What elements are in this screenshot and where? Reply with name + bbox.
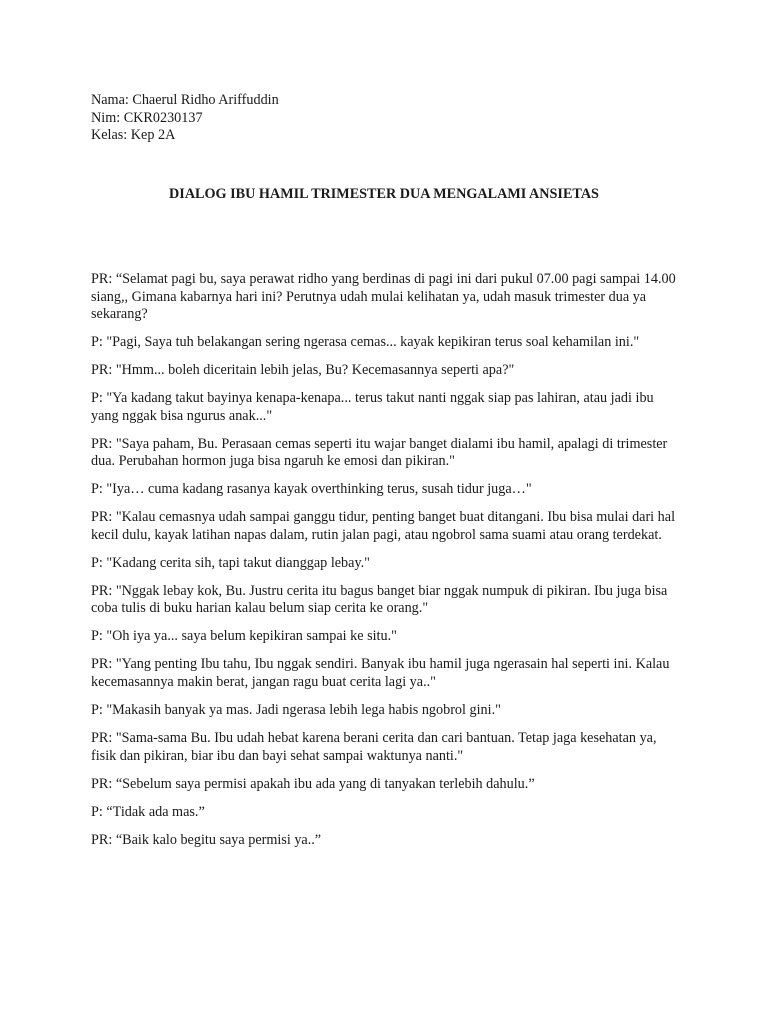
- dialog-line: PR: "Kalau cemasnya udah sampai ganggu tidur, penting banget buat ditangani. Ibu bisa mulai dari hal kecil dulu, kayak latihan napas dalam, rutin jalan pagi, atau ngobrol sama suami atau orang terdekat.: [91, 509, 676, 543]
- dialog-line: P: "Oh iya ya... saya belum kepikiran sampai ke situ.": [91, 628, 397, 645]
- dialog-body: [91, 271, 677, 860]
- student-name: Nama: Chaerul Ridho Ariffuddin: [91, 92, 279, 108]
- dialog-line: PR: "Yang penting Ibu tahu, Ibu nggak sendiri. Banyak ibu hamil juga ngerasain hal seperti ini. Kalau kecemasannya makin berat, jangan ragu buat cerita lagi ya..": [91, 656, 670, 690]
- student-nim: Nim: CKR0230137: [91, 109, 203, 126]
- dialog-line: P: "Iya… cuma kadang rasanya kayak overthinking terus, susah tidur juga…": [91, 481, 532, 498]
- dialog-line: P: "Pagi, Saya tuh belakangan sering ngerasa cemas... kayak kepikiran terus soal kehamilan ini.": [91, 334, 640, 351]
- dialog-line: PR: “Baik kalo begitu saya permisi ya..”: [91, 831, 322, 848]
- dialog-line: PR: "Sama-sama Bu. Ibu udah hebat karena berani cerita dan cari bantuan. Tetap jaga kesehatan ya, fisik dan pikiran, biar ibu dan bayi sehat sampai waktunya nanti.": [91, 729, 657, 764]
- dialog-line: P: "Makasih banyak ya mas. Jadi ngerasa lebih lega habis ngobrol gini.": [91, 701, 501, 718]
- dialog-line: PR: “Selamat pagi bu, saya perawat ridho yang berdinas di pagi ini dari pukul 07.00 pagi sampai 14.00 siang,, Gimana kabarnya hari ini? Perutnya udah mulai kelihatan ya, udah masuk trimester dua ya sekarang?: [91, 271, 676, 323]
- dialog-line: PR: “Sebelum saya permisi apakah ibu ada yang di tanyakan terlebih dahulu.”: [91, 775, 535, 792]
- document-title: DIALOG IBU HAMIL TRIMESTER DUA MENGALAMI ANSIETAS: [169, 186, 599, 202]
- dialog-line: P: “Tidak ada mas.”: [91, 803, 205, 820]
- dialog-line: PR: "Saya paham, Bu. Perasaan cemas seperti itu wajar banget dialami ibu hamil, apalagi di trimester dua. Perubahan hormon juga bisa ngaruh ke emosi dan pikiran.": [91, 435, 668, 470]
- dialog-line: PR: "Hmm... boleh diceritain lebih jelas, Bu? Kecemasannya seperti apa?": [91, 362, 515, 379]
- dialog-line: P: "Kadang cerita sih, tapi takut dianggap lebay.": [91, 554, 370, 571]
- dialog-line: PR: "Nggak lebay kok, Bu. Justru cerita itu bagus banget biar nggak numpuk di pikiran. Ibu juga bisa coba tulis di buku harian kalau belum siap cerita ke orang.": [91, 582, 668, 617]
- dialog-line: P: "Ya kadang takut bayinya kenapa-kenapa... terus takut nanti nggak siap pas lahiran, atau jadi ibu yang nggak bisa ngurus anak...": [91, 390, 654, 424]
- student-class: Kelas: Kep 2A: [91, 127, 176, 144]
- student-info: [91, 92, 681, 145]
